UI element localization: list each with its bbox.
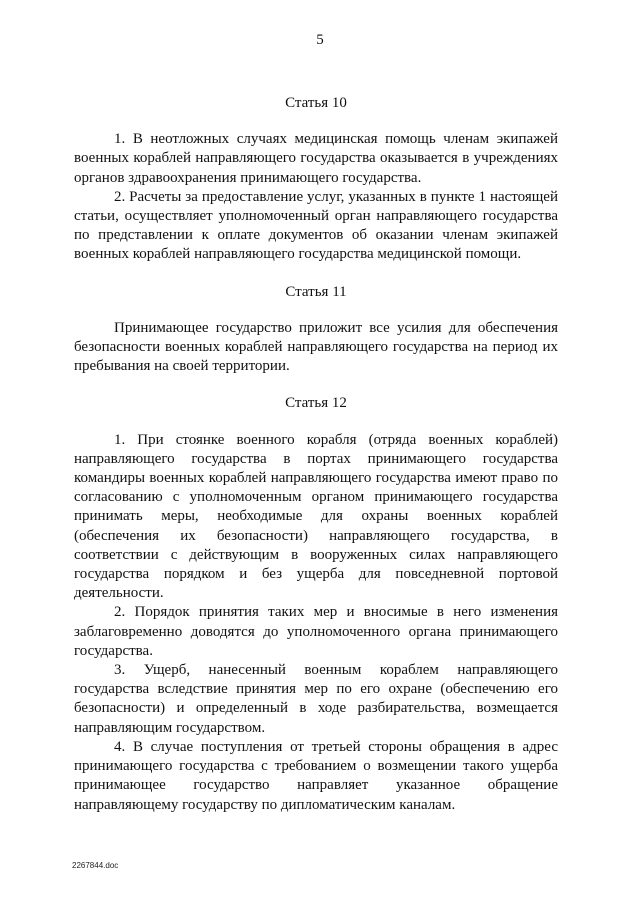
page-number: 5 [316, 32, 324, 48]
article-heading: Статья 12 [285, 395, 347, 412]
article-paragraph: 1. При стоянке военного корабля (отряда военных кораблей) направляющего государства в портах принимающего государства командиры военных кораблей направляющего государства имеют право по согласованию с уполномоченным органом принимающего государства принимать меры, необходимые для охраны военных кораблей (обеспечения их безопасности) направляющего государства, в соответствии с действующим в вооруженных силах направляющего государства порядком и без ущерба для повседневной портовой деятельности. [74, 431, 558, 602]
article-paragraph: Принимающее государство приложит все усилия для обеспечения безопасности военных кораблей направляющего государства на период их пребывания на своей территории. [74, 319, 558, 375]
article-paragraph: 3. Ущерб, нанесенный военным кораблем направляющего государства вследствие принятия мер по его охране (обеспечению его безопасности) и определенный в ходе разбирательства, возмещается направляющим государством. [74, 662, 558, 736]
article-12 [74, 394, 558, 814]
article-paragraph: 1. В неотложных случаях медицинская помощь членам экипажей военных кораблей направляющего государства оказывается в учреждениях органов здравоохранения принимающего государства. [74, 131, 558, 186]
document-body [74, 94, 558, 815]
footer-filename: 2267844.doc [72, 861, 119, 870]
article-10 [74, 94, 558, 265]
article-paragraph: 4. В случае поступления от третьей стороны обращения в адрес принимающего государства с требованием о возмещении такого ущерба принимающее государство направляет указанное обращение направляющему государству по дипломатическим каналам. [74, 738, 558, 813]
article-heading: Статья 10 [285, 95, 347, 111]
article-heading: Статья 11 [285, 283, 347, 300]
article-paragraph: 2. Порядок принятия таких мер и вносимые в него изменения заблаговременно доводятся до уполномоченного органа принимающего государства. [74, 604, 558, 659]
article-11 [74, 283, 558, 377]
article-paragraph: 2. Расчеты за предоставление услуг, указанных в пункте 1 настоящей статьи, осуществляет уполномоченный орган направляющего государства по представлении к оплате документов об оказании членам экипажей военных кораблей направляющего государства медицинской помощи. [74, 188, 558, 263]
